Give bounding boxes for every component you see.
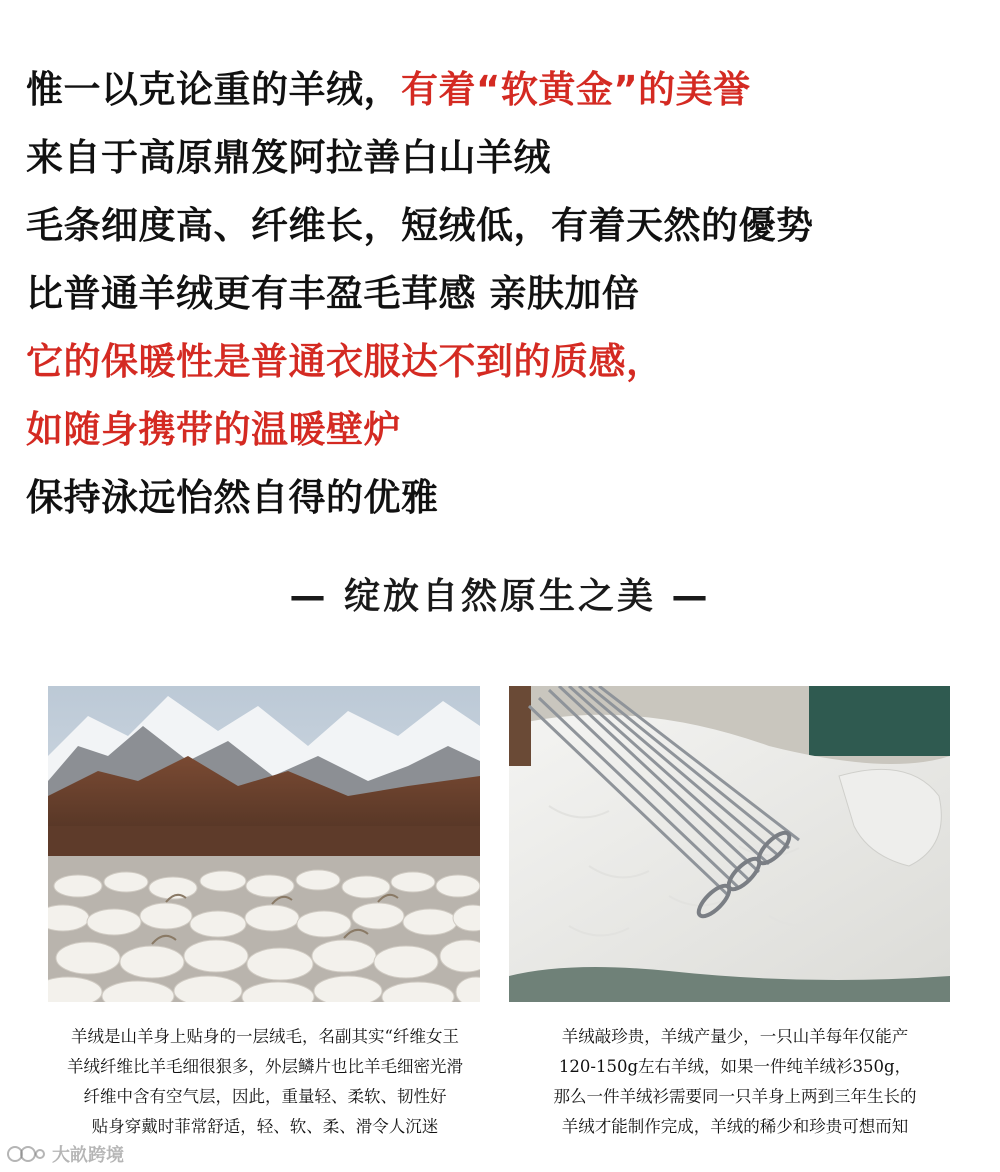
intro-line-7: 保持泳远怡然自得的优雅 [26,476,439,519]
intro-line-3: 毛条细度高、纤维长，短绒低，有着天然的優势 [26,204,814,247]
intro-line-1-black: 惟一以克论重的羊绒， [26,68,401,111]
watermark-text: 大畝跨境 [52,1145,124,1166]
goat-herd-photo [48,686,480,1002]
intro-line-2: 来自于高原鼎笈阿拉善白山羊绒 [26,136,551,179]
brand-logo-icon [6,1143,46,1165]
intro-line-1-highlight: 有着“软黄金”的美誉 [401,68,751,111]
caption-left-line-3: 纤维中含有空气层，因此，重量轻、柔软、韧性好 [83,1087,447,1106]
cashmere-combing-photo-icon [509,686,950,1002]
caption-right-line-2: 120-150g左右羊绒，如果一件纯羊绒衫350g， [558,1057,912,1076]
caption-left-line-2: 羊绒纤维比羊毛细很狠多，外层鳞片也比羊毛细密光滑 [67,1057,463,1076]
section-title: — 绽放自然原生之美 — [289,576,711,617]
intro-line-1 [26,56,976,124]
caption-right-line-4: 羊绒才能制作完成，羊绒的稀少和珍贵可想而知 [561,1117,909,1136]
goat-herd-mountain-photo-icon [48,686,480,1002]
caption-left [30,1022,500,1142]
intro-text [26,56,976,532]
cashmere-combing-photo [509,686,950,1002]
caption-left-line-4: 贴身穿戴时菲常舒适，轻、软、柔、滑令人沉迷 [91,1117,439,1136]
intro-line-4: 比普通羊绒更有丰盈毛茸感 亲肤加倍 [26,272,640,315]
intro-line-6: 如随身携带的温暖壁炉 [26,408,401,451]
intro-line-5: 它的保暖性是普通衣服达不到的质感， [26,340,664,383]
caption-right-line-3: 那么一件羊绒衫需要同一只羊身上两到三年生长的 [553,1087,917,1106]
watermark [6,1140,124,1168]
caption-right [505,1022,965,1142]
caption-left-line-1: 羊绒是山羊身上贴身的一层绒毛，名副其实“纤维女王 [71,1027,459,1046]
caption-right-line-1: 羊绒敲珍贵，羊绒产量少，一只山羊每年仅能产 [561,1027,909,1046]
